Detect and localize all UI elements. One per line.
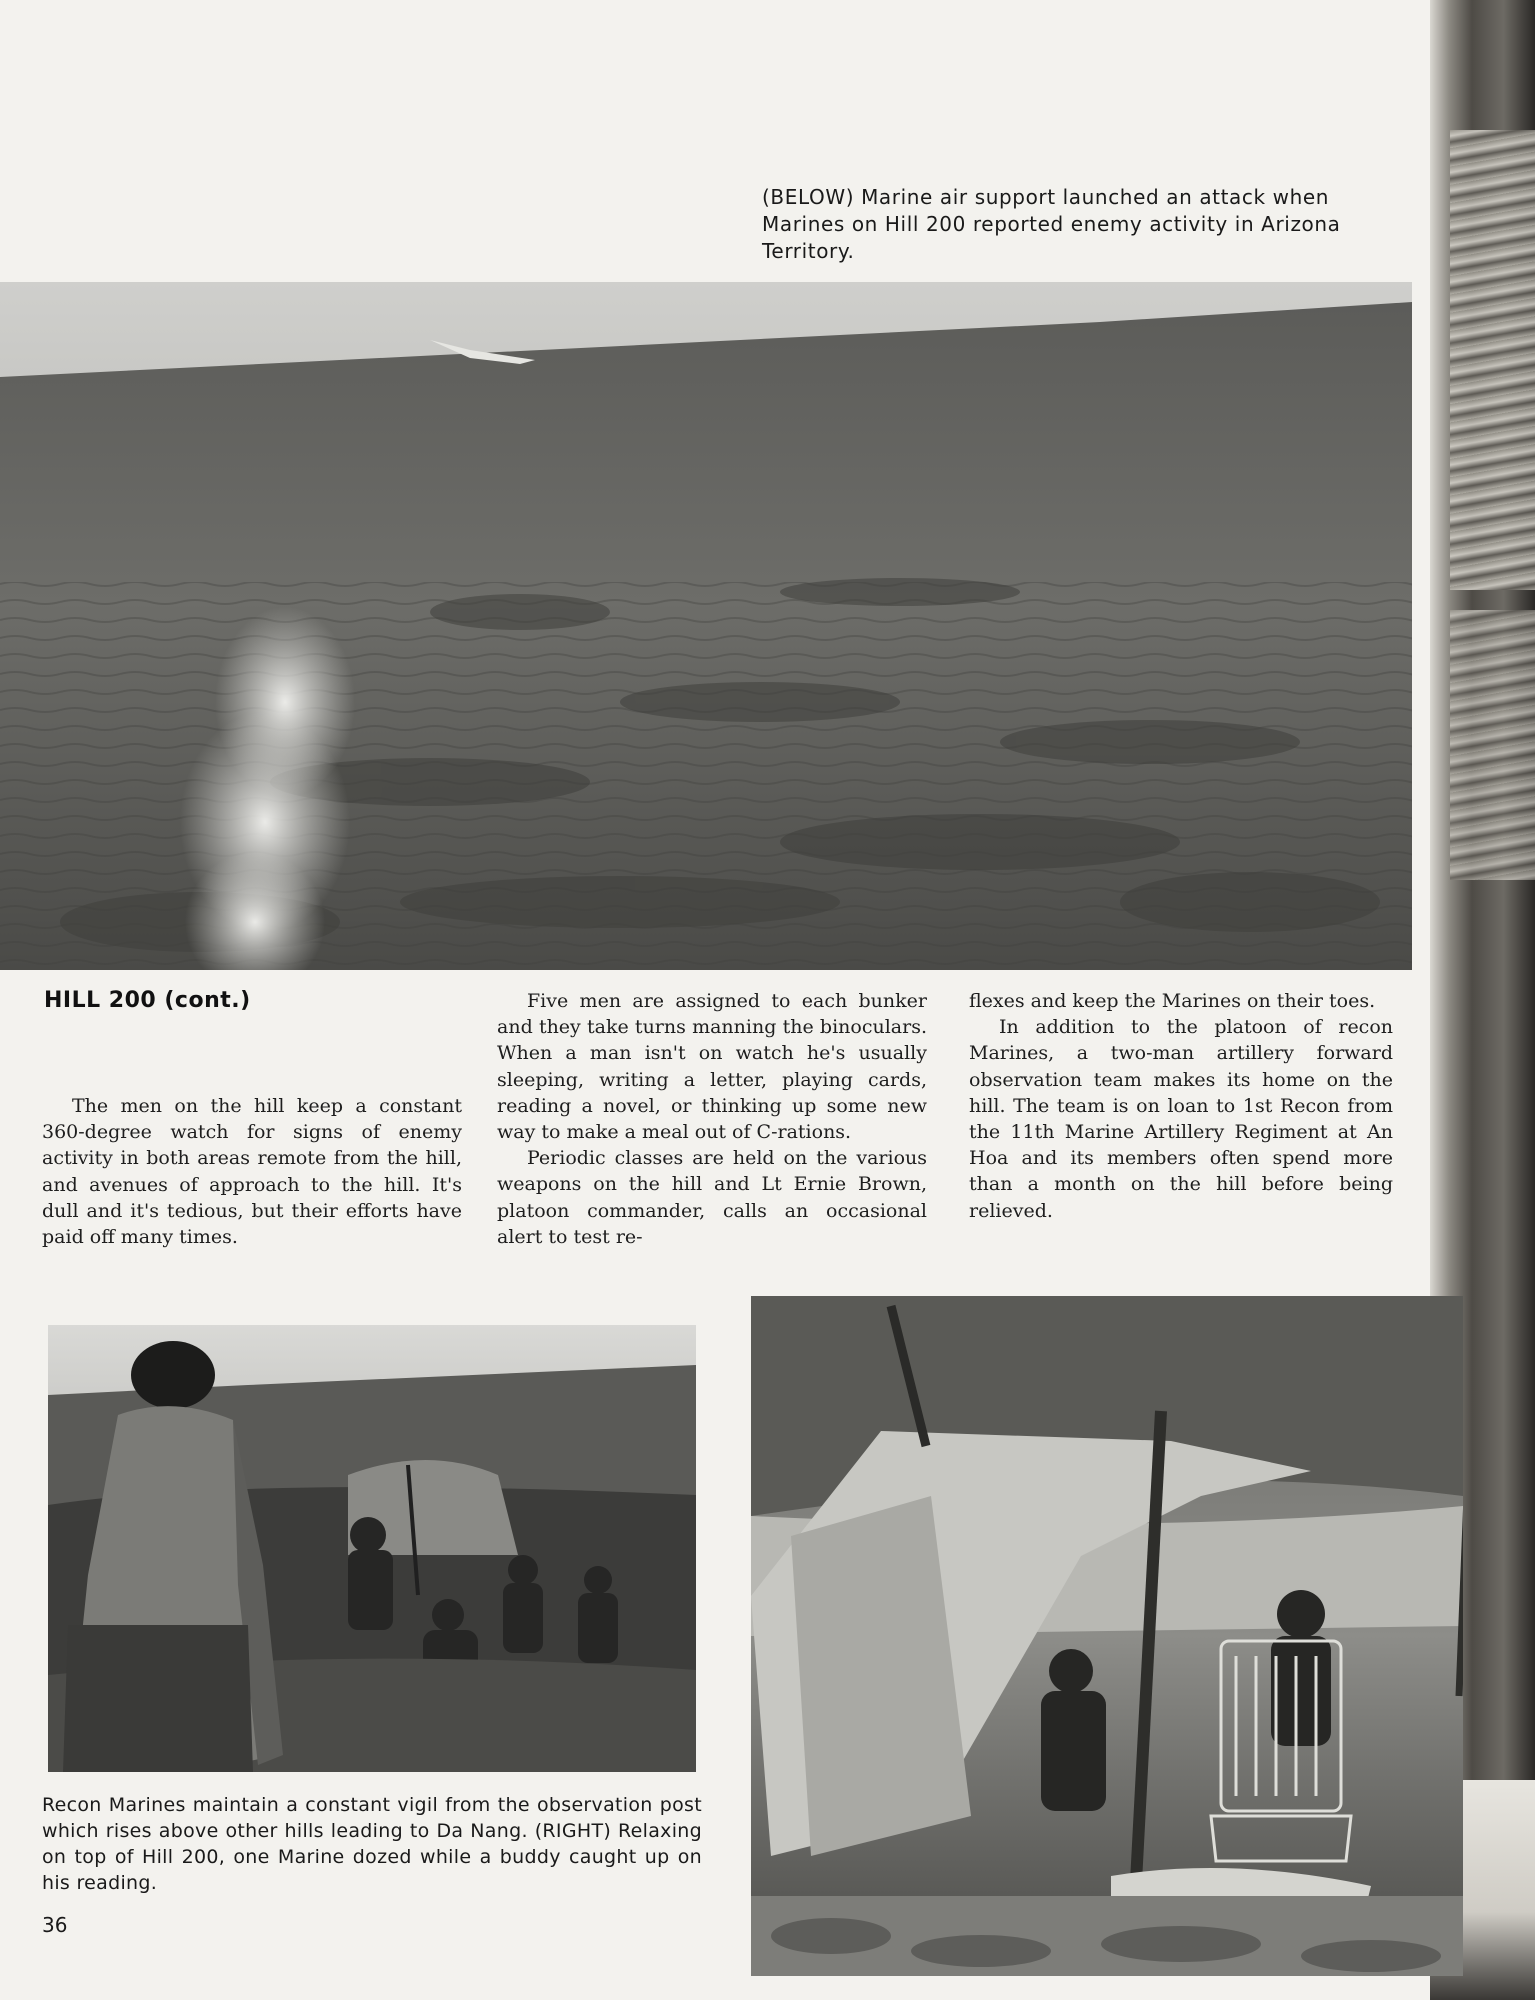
section-heading: HILL 200 (cont.) xyxy=(44,988,251,1013)
column3-paragraph-1: flexes and keep the Marines on their toes. xyxy=(969,990,1376,1012)
page-number: 36 xyxy=(42,1913,68,1937)
relaxing-marines-photo xyxy=(751,1296,1463,1976)
column2-paragraph-1: Five men are assigned to each bunker and they take turns manning the binoculars. When a man isn't on watch he's usually sleeping, writing a letter, playing cards, reading a novel, or thinking up some new way to make a meal out of C-rations. xyxy=(497,990,927,1144)
relaxing-marines-photo-graphic xyxy=(751,1296,1463,1976)
facing-page-photo-stone xyxy=(1450,130,1535,590)
column3-paragraph-2: In addition to the platoon of recon Marines, a two-man artillery forward observation team makes its home on the hill. The team is on loan to 1st Recon from the 11th Marine Artillery Regiment at An Hoa and its members often spend more than a month on the hill before being relieved. xyxy=(969,1016,1393,1222)
recon-vigil-photo-graphic xyxy=(48,1325,696,1772)
top-photo-caption: (BELOW) Marine air support launched an attack when Marines on Hill 200 reported enemy activity in Arizona Territory. xyxy=(762,185,1341,263)
recon-vigil-photo xyxy=(48,1325,696,1772)
column2-paragraph-2: Periodic classes are held on the various weapons on the hill and Lt Ernie Brown, platoon commander, calls an occasional alert to test re- xyxy=(497,1147,927,1248)
column1-paragraph-1: The men on the hill keep a constant 360-degree watch for signs of enemy activity in both areas remote from the hill, and avenues of approach to the hill. It's dull and it's tedious, but their efforts have paid off many times. xyxy=(42,1095,462,1249)
air-support-photo-graphic xyxy=(0,282,1412,970)
article-column-1 xyxy=(42,1093,462,1250)
bottom-photo-caption: Recon Marines maintain a constant vigil from the observation post which rises above other hills leading to Da Nang. (RIGHT) Relaxing on top of Hill 200, one Marine dozed while a buddy caught up on his reading. xyxy=(42,1794,702,1894)
article-column-2 xyxy=(497,988,927,1250)
air-support-photo xyxy=(0,282,1412,970)
article-column-3 xyxy=(969,988,1393,1224)
facing-page-photo-stone xyxy=(1450,610,1535,880)
